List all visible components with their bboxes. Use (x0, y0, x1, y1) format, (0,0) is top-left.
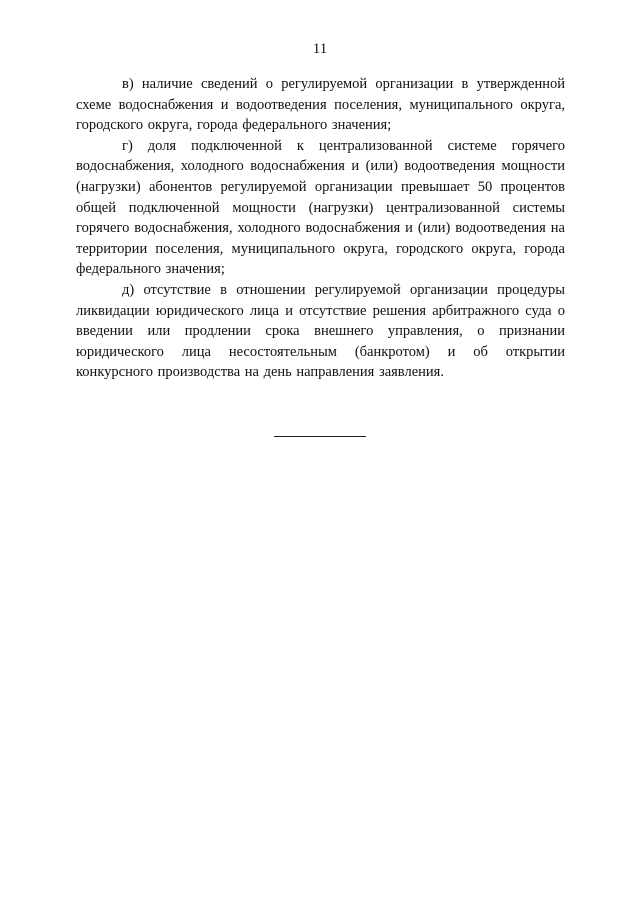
paragraph-d: д) отсутствие в отношении регулируемой организации процедуры ликвидации юридического лица и отсутствие решения арбитражного суда о введении или продлении срока внешнего управления, о признании юридического лица несостоятельным (банкротом) и об открытии конкурсного производства на день направления заявления. (76, 281, 565, 381)
paragraph-g: г) доля подключенной к централизованной системе горячего водоснабжения, холодного водоснабжения и (или) водоотведения мощности (нагрузки) абонентов регулируемой организации превышает 50 процентов общей подключенной мощности (нагрузки) централизованной системы горячего водоснабжения, холодного водоснабжения и (или) водоотведения на территории поселения, муниципального округа, городского округа, города федерального значения; (76, 137, 565, 278)
page-number: 11 (312, 41, 328, 57)
paragraph-v: в) наличие сведений о регулируемой организации в утвержденной схеме водоснабжения и водоотведения поселения, муниципального округа, городского округа, города федерального значения; (76, 76, 565, 134)
end-divider-line (274, 436, 366, 437)
document-body (76, 74, 565, 383)
